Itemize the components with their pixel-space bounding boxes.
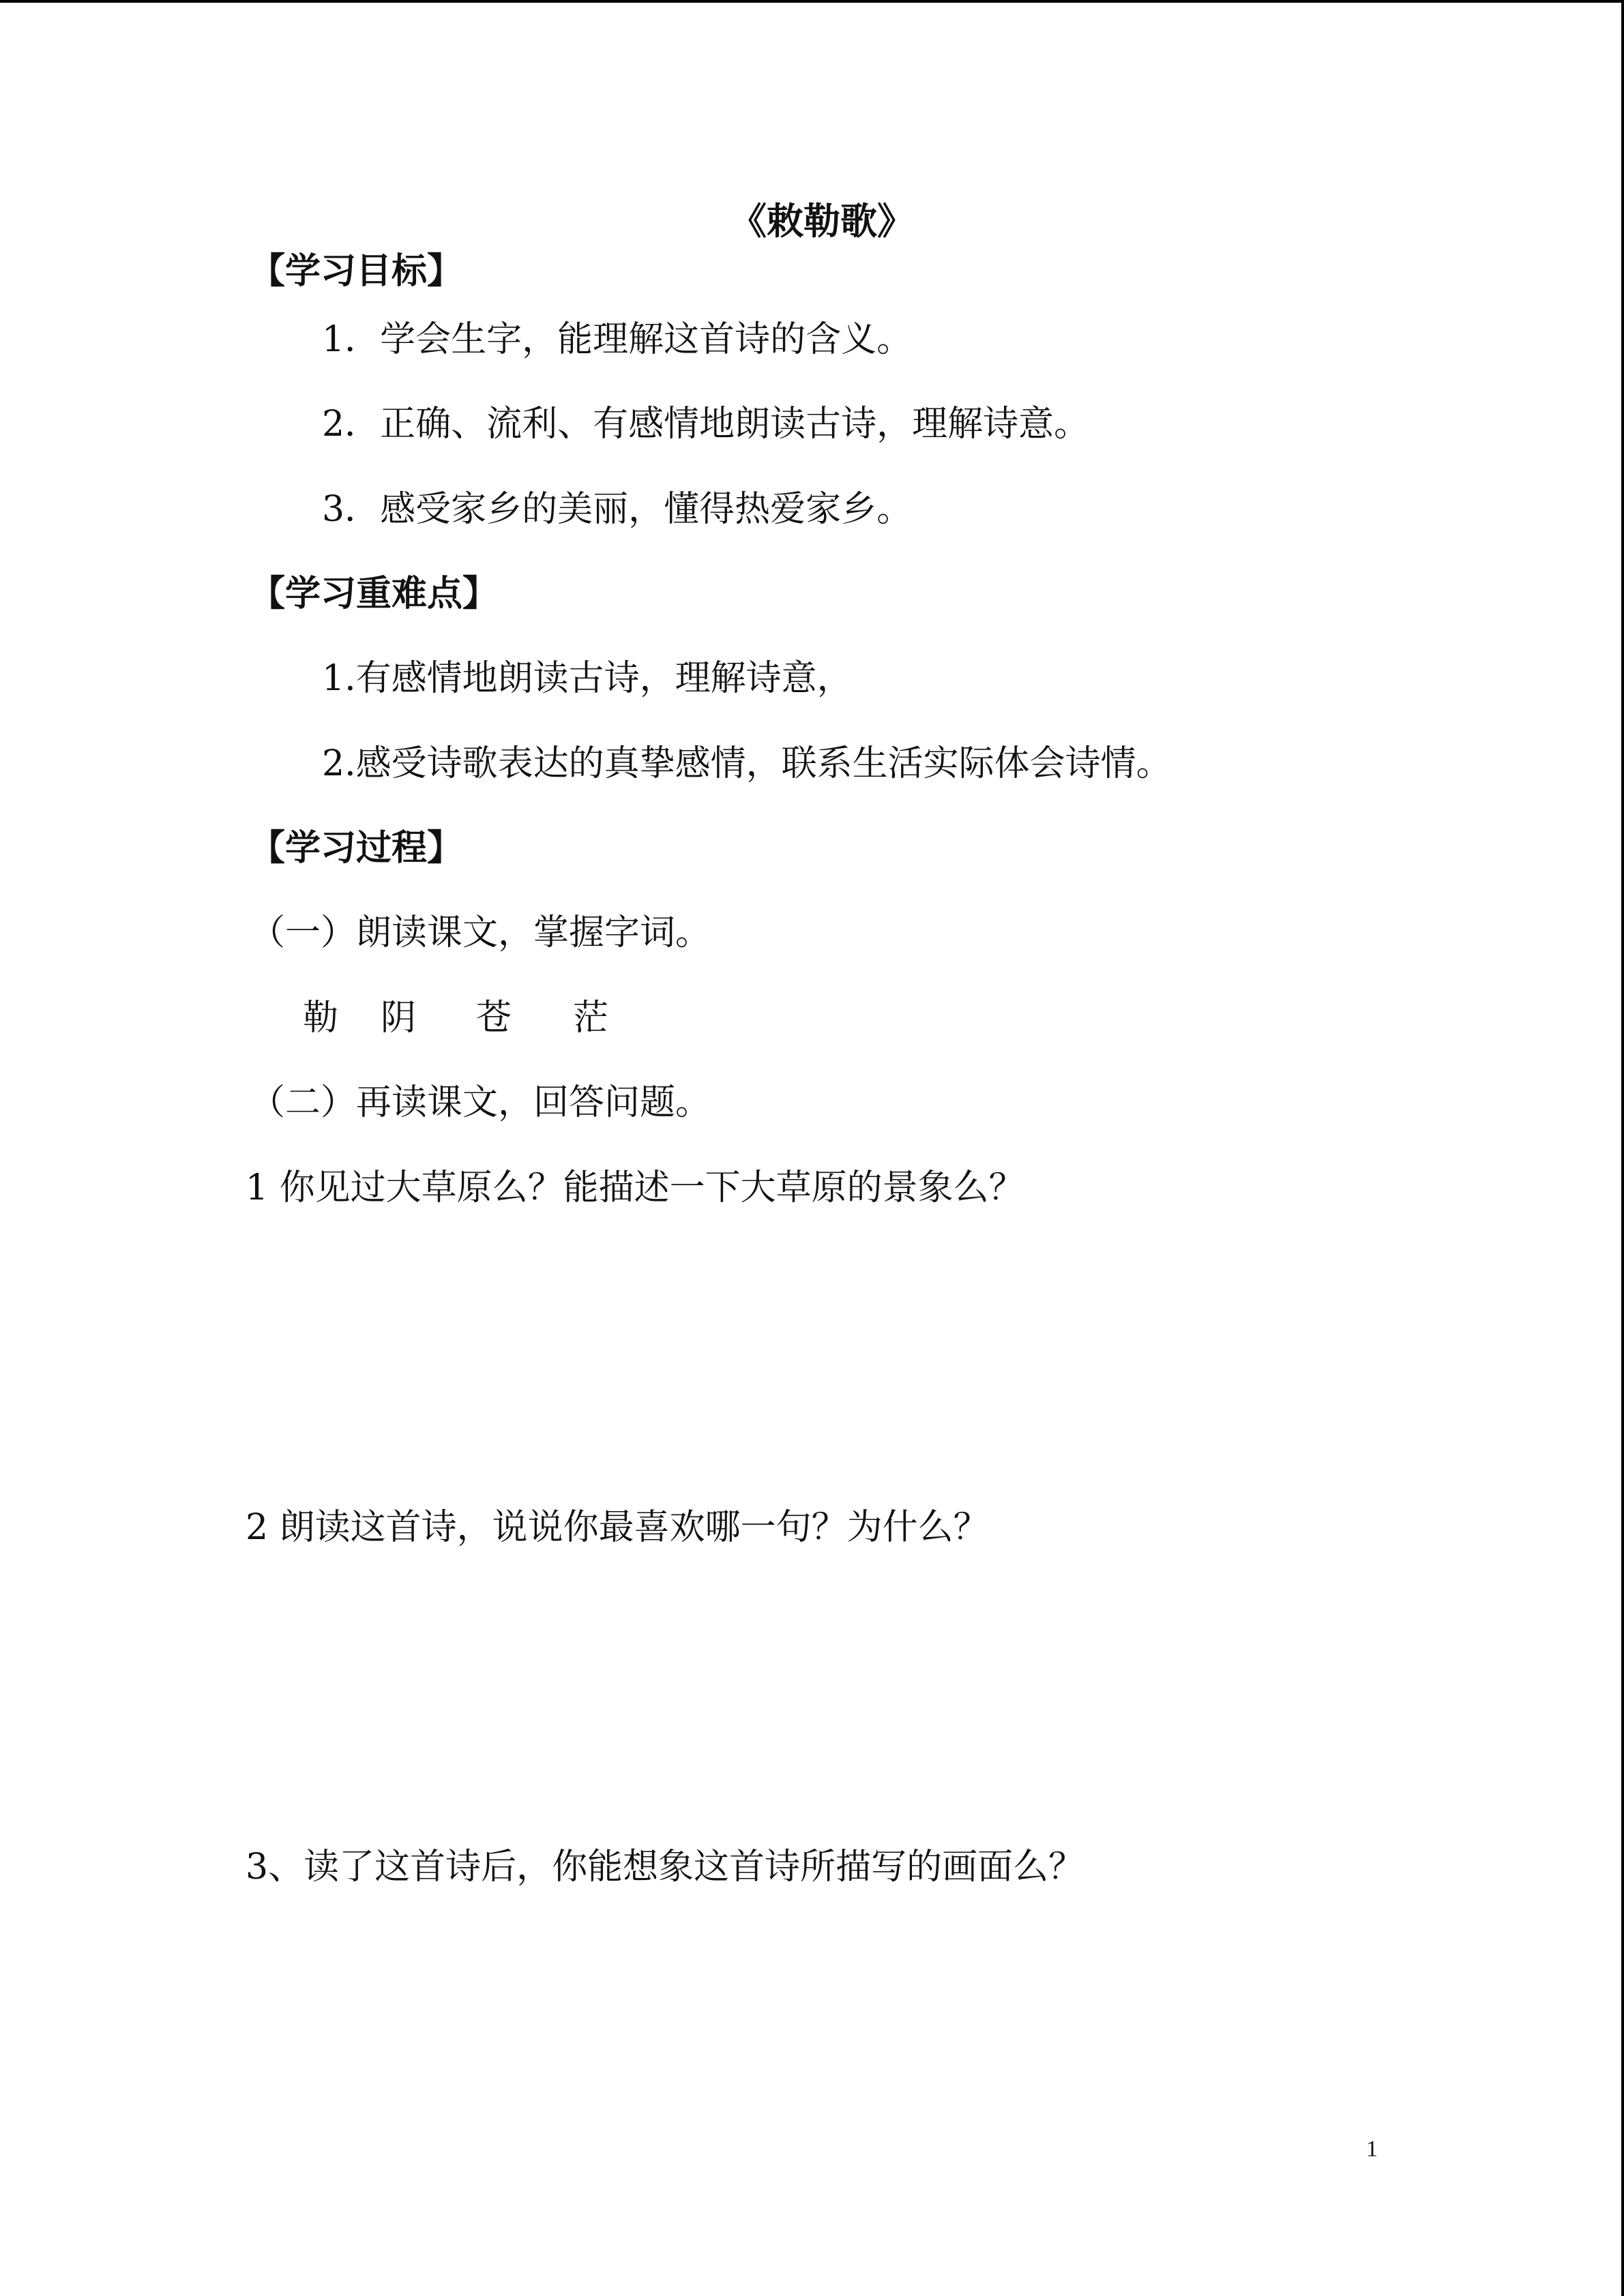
question-3: 3、读了这首诗后，你能想象这首诗所描写的画面么？ <box>246 1847 1084 1888</box>
process-heading: 【学习过程】 <box>250 827 463 869</box>
page-top-border <box>0 0 1624 3</box>
process-part-1: （一）朗读课文，掌握字词。 <box>250 912 711 953</box>
goal-item-2: 2．正确、流利、有感情地朗读古诗，理解诗意。 <box>322 404 1090 445</box>
vocab-word: 苍 <box>476 998 512 1039</box>
page-right-border <box>1621 0 1624 2296</box>
key-point-item-2: 2.感受诗歌表达的真挚感情，联系生活实际体会诗情。 <box>322 743 1172 784</box>
goal-item-1: 1．学会生字，能理解这首诗的含义。 <box>322 319 913 360</box>
key-points-heading: 【学习重难点】 <box>250 573 499 614</box>
page-number: 1 <box>1366 2136 1378 2162</box>
key-point-item-1: 1.有感情地朗读古诗，理解诗意， <box>322 658 853 699</box>
goal-item-3: 3．感受家乡的美丽，懂得热爱家乡。 <box>322 489 913 530</box>
vocab-word: 勒 <box>303 998 339 1039</box>
question-2: 2 朗读这首诗，说说你最喜欢哪一句？为什么？ <box>246 1507 989 1548</box>
goals-heading: 【学习目标】 <box>250 250 463 292</box>
vocab-word: 茫 <box>573 998 609 1039</box>
vocab-word: 阴 <box>381 998 417 1039</box>
document-title: 《敕勒歌》 <box>730 199 914 243</box>
question-1: 1 你见过大草原么？能描述一下大草原的景象么？ <box>246 1167 1024 1208</box>
process-part-2: （二）再读课文，回答问题。 <box>250 1082 711 1123</box>
